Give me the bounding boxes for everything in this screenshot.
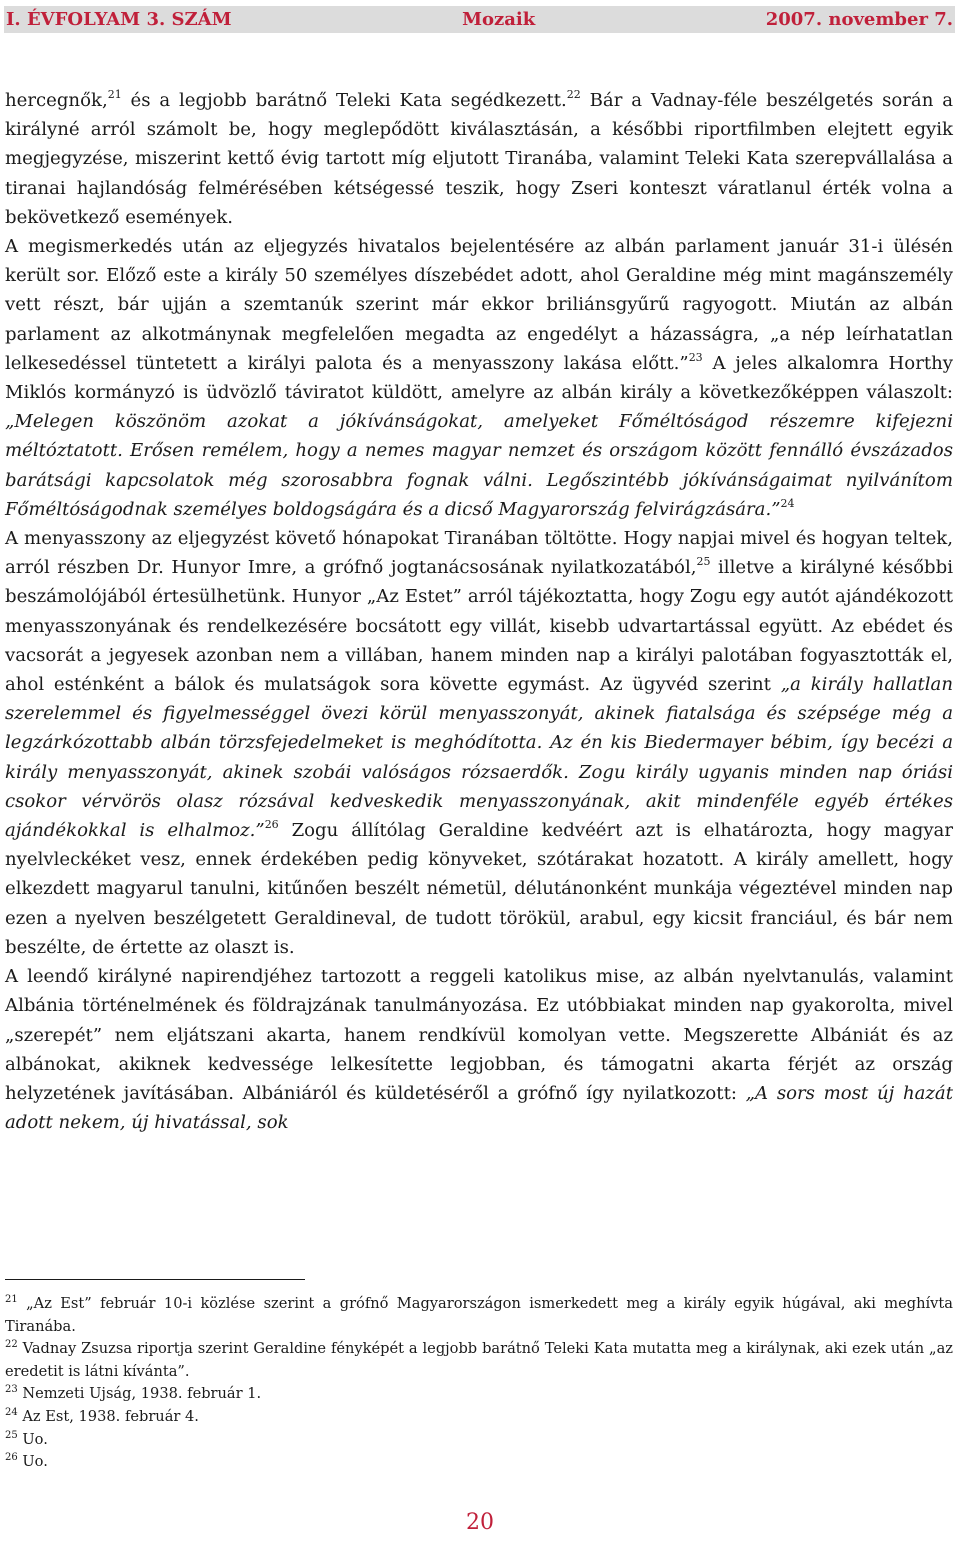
page-header — [4, 6, 955, 33]
footnote-text: Az Est, 1938. február 4. — [17, 1407, 199, 1425]
text-run: A menyasszony az eljegyzést követő hónapokat Tiranában töltötte. Hogy napjai mivel és hogyan teltek, arról részben Dr. Hunyor Imre, a grófnő jogtanácsosának nyilatkozatából, — [5, 528, 953, 579]
header-journal: Mozaik — [462, 9, 536, 30]
quote-italic: „Melegen köszönöm azokat a jókívánságokat, amelyeket Főméltóságod részemre kifejezni méltóztatott. Erősen remélem, hogy a nemes magyar nemzet és országom között fennálló évszázados barátsági kapcsolatok még szorosabbra fognak válni. Legőszintébb jókívánságaimat nyilvánítom Főméltóságodnak személyes boldogságára és a dicső Magyarország felvirágzására.” — [5, 411, 953, 520]
text-run: illetve a királyné későbbi beszámolójából értesülhetünk. Hunyor „Az Estet” arról tájékoztatta, hogy Zogu egy autót ajándékozott menyasszonyának és rendelkezésére bocsátott egy villát, kisebb udvartartással együtt. Az ebédet és vacsorát a jegyesek azonban nem a villában, hanem minden nap a királyi palotában fogyasztották el, ahol esténként a bálok és mulatságok sora követte egymást. Az ügyvéd szerint — [5, 557, 953, 696]
text-run: hercegnők, — [5, 90, 108, 111]
paragraph-3 — [5, 524, 953, 962]
footnote-number: 21 — [5, 1294, 18, 1305]
footnote-number: 26 — [5, 1452, 18, 1464]
header-date: 2007. november 7. — [765, 9, 953, 30]
footnote-ref-25: 25 — [696, 555, 711, 569]
footnote-ref-24: 24 — [780, 496, 795, 510]
footnotes — [5, 1293, 953, 1474]
text-run: Zogu állítólag Geraldine kedvéért azt is elhatározta, hogy magyar nyelvleckéket vesz, ennek érdekében pedig könyveket, szótárakat hozatott. A király amellett, hogy elkezdett magyarul tanulni, kitűnően beszélt németül, délutánonként munkája végeztével minden nap ezen a nyelven beszélgetett Geraldineval, de tudott törökül, arabul, egy kicsit franciául, és bár nem beszélte, de értette az olaszt is. — [5, 820, 953, 958]
footnote-divider — [5, 1279, 305, 1280]
footnote — [5, 1429, 953, 1452]
quote: „a nép leírhatatlan lelkesedéssel tüntetett a királyi palota és a menyasszony lakása előtt.” — [5, 323, 953, 374]
footnote-text: Nemzeti Ujság, 1938. február 1. — [17, 1385, 262, 1403]
quote-italic: „a király hallatlan szerelemmel és figyelmességgel övezi körül menyasszonyát, akinek fiatalsága és szépsége még a legzárkózottabb albán törzsfejedelmeket is meghódította. Az én kis Biedermayer bébim, így becézi a király menyasszonyát, akinek szobái valóságos rózsaerdők. Zogu király ugyanis minden nap óriási csokor vérvörös olasz rózsával kedveskedik menyasszonyának, akit mindenféle egyéb értékes ajándékokkal is elhalmoz.” — [5, 674, 953, 842]
text-run: és a legjobb barátnő Teleki Kata segédkezett. — [121, 90, 567, 111]
footnote-ref-21: 21 — [107, 88, 122, 101]
footnote-text: Uo. — [17, 1430, 48, 1448]
text-run: A jeles alkalomra Horthy Miklós kormányzó is üdvözlő táviratot küldött, amelyre az albán király a következőképpen válaszolt: — [5, 352, 953, 404]
quote-italic: „A sors most új hazát adott nekem, új hivatással, sok — [5, 1082, 953, 1134]
footnote-ref-26: 26 — [264, 818, 279, 832]
article-body — [5, 86, 953, 1137]
paragraph-4 — [5, 962, 953, 1137]
footnote-number: 25 — [5, 1429, 18, 1441]
footnote-number: 22 — [5, 1339, 18, 1351]
text-run: Bár a Vadnay-féle beszélgetés során a királyné arról számolt be, hogy meglepődött kiválasztásán, a későbbi riportfilmben elejtett egyik megjegyzése, miszerint kettő évig tartott míg eljutott Tiranába, valamint Teleki Kata szerepvállalása a tiranai hajlandóság felmérésében kétségessé teszik, hogy Zseri konteszt váratlanul érték volna a bekövetkező események. — [5, 90, 953, 228]
text-run: A leendő királyné napirendjéhez tartozott a reggeli katolikus mise, az albán nyelvtanulás, valamint Albánia történelmének és földrajzának tanulmányozása. Ez utóbbiakat minden nap gyakorolta, mivel „szerepét” nem eljátszani akarta, hanem rendkívül komolyan vette. Megszerette Albániát és az albánokat, akiknek kedvessége lelkesítette legjobban, és támogatni akarta férjét az ország helyzetének javításában. Albániáról és küldetéséről a grófnő így nyilatkozott: — [5, 966, 953, 1104]
footnote — [5, 1293, 953, 1338]
footnote-ref-22: 22 — [566, 88, 581, 101]
footnote — [5, 1451, 953, 1474]
paragraph-2 — [5, 232, 953, 524]
footnote — [5, 1383, 953, 1406]
footnote — [5, 1406, 953, 1429]
footnote-text: „Az Est” február 10-i közlése szerint a grófnő Magyarországon ismerkedett meg a király egyik húgával, aki meghívta Tiranába. — [5, 1295, 953, 1335]
footnote-ref-23: 23 — [688, 350, 703, 364]
page-number: 20 — [466, 1510, 494, 1535]
footnote-number: 23 — [5, 1384, 18, 1396]
paragraph-1 — [5, 86, 953, 232]
footnote-number: 24 — [5, 1406, 18, 1418]
footnote-text: Uo. — [17, 1453, 48, 1471]
footnote — [5, 1338, 953, 1383]
footnote-text: Vadnay Zsuzsa riportja szerint Geraldine fényképét a legjobb barátnő Teleki Kata mutatta meg a királynak, aki ezek után „az eredetit is látni kívánta”. — [5, 1340, 953, 1380]
header-volume: I. ÉVFOLYAM 3. SZÁM — [6, 9, 232, 30]
text-run: A megismerkedés után az eljegyzés hivatalos bejelentésére az albán parlament január 31-i ülésén került sor. Előző este a király 50 személyes díszebédet adott, ahol Geraldine még mint magánszemély vett részt, bár ujján a szemtanúk szerint már ekkor briliánsgyűrű ragyogott. Miután az albán parlament az alkotmánynak megfelelően megadta az engedélyt a házasságra, — [5, 236, 953, 345]
